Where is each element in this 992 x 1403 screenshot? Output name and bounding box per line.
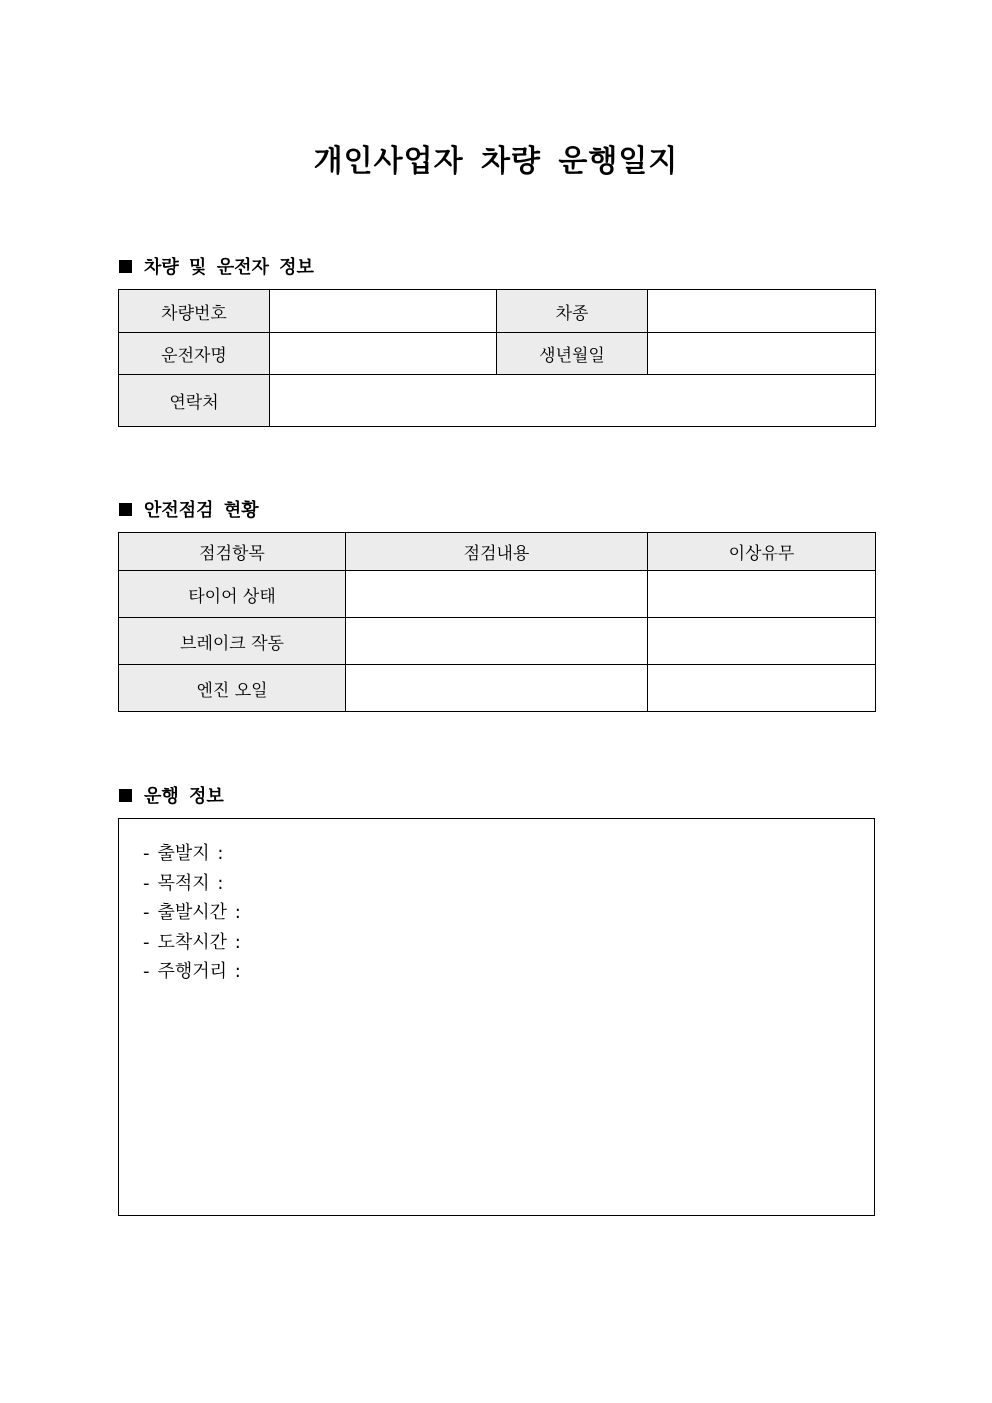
black-square-icon (119, 789, 132, 802)
column-header-content: 점검내용 (346, 533, 648, 571)
table-row (119, 618, 876, 665)
driving-section-heading (119, 782, 224, 808)
table-row (119, 375, 876, 427)
driver-name-field[interactable] (270, 333, 497, 375)
brake-content-field[interactable] (346, 618, 648, 665)
black-square-icon (119, 503, 132, 516)
table-header-row (119, 533, 876, 571)
tire-abnormality-field[interactable] (648, 571, 876, 618)
list-item: - 주행거리 : (143, 961, 241, 982)
list-item: - 출발시간 : (143, 902, 241, 923)
document-title: 개인사업자 차량 운행일지 (313, 144, 679, 179)
departure-label: 출발지 : (157, 843, 224, 864)
departure-time-label: 출발시간 : (157, 902, 241, 923)
vehicle-section-title: 차량 및 운전자 정보 (144, 257, 314, 278)
safety-section-title: 안전점검 현황 (144, 500, 259, 521)
vehicle-number-label: 차량번호 (119, 290, 270, 333)
table-row (119, 290, 876, 333)
tire-content-field[interactable] (346, 571, 648, 618)
table-row (119, 571, 876, 618)
driving-info-box[interactable] (118, 818, 875, 1216)
safety-inspection-table (118, 532, 876, 712)
inspection-item-brake: 브레이크 작동 (119, 618, 346, 665)
driver-name-label: 운전자명 (119, 333, 270, 375)
column-header-abnormality: 이상유무 (648, 533, 876, 571)
list-item: - 목적지 : (143, 872, 224, 894)
list-item: - 도착시간 : (143, 931, 241, 953)
inspection-item-engine-oil: 엔진 오일 (119, 665, 346, 712)
driving-info-list (119, 819, 874, 987)
vehicle-type-field[interactable] (648, 290, 876, 333)
engine-oil-abnormality-field[interactable] (648, 665, 876, 712)
table-row (119, 333, 876, 375)
engine-oil-content-field[interactable] (346, 665, 648, 712)
arrival-time-label: 도착시간 : (157, 931, 241, 953)
vehicle-number-field[interactable] (270, 290, 497, 333)
vehicle-type-label: 차종 (497, 290, 648, 333)
black-square-icon (119, 260, 132, 273)
safety-section-heading (119, 496, 259, 522)
list-item: - 출발지 : (143, 843, 224, 864)
birth-date-field[interactable] (648, 333, 876, 375)
brake-abnormality-field[interactable] (648, 618, 876, 665)
inspection-item-tire: 타이어 상태 (119, 571, 346, 618)
vehicle-info-table (118, 289, 876, 427)
column-header-item: 점검항목 (119, 533, 346, 571)
vehicle-section-heading (119, 253, 314, 279)
distance-label: 주행거리 : (157, 961, 241, 982)
contact-label: 연락처 (119, 375, 270, 427)
destination-label: 목적지 : (157, 872, 224, 894)
contact-field[interactable] (270, 375, 876, 427)
birth-date-label: 생년월일 (497, 333, 648, 375)
driving-section-title: 운행 정보 (144, 786, 224, 807)
table-row (119, 665, 876, 712)
